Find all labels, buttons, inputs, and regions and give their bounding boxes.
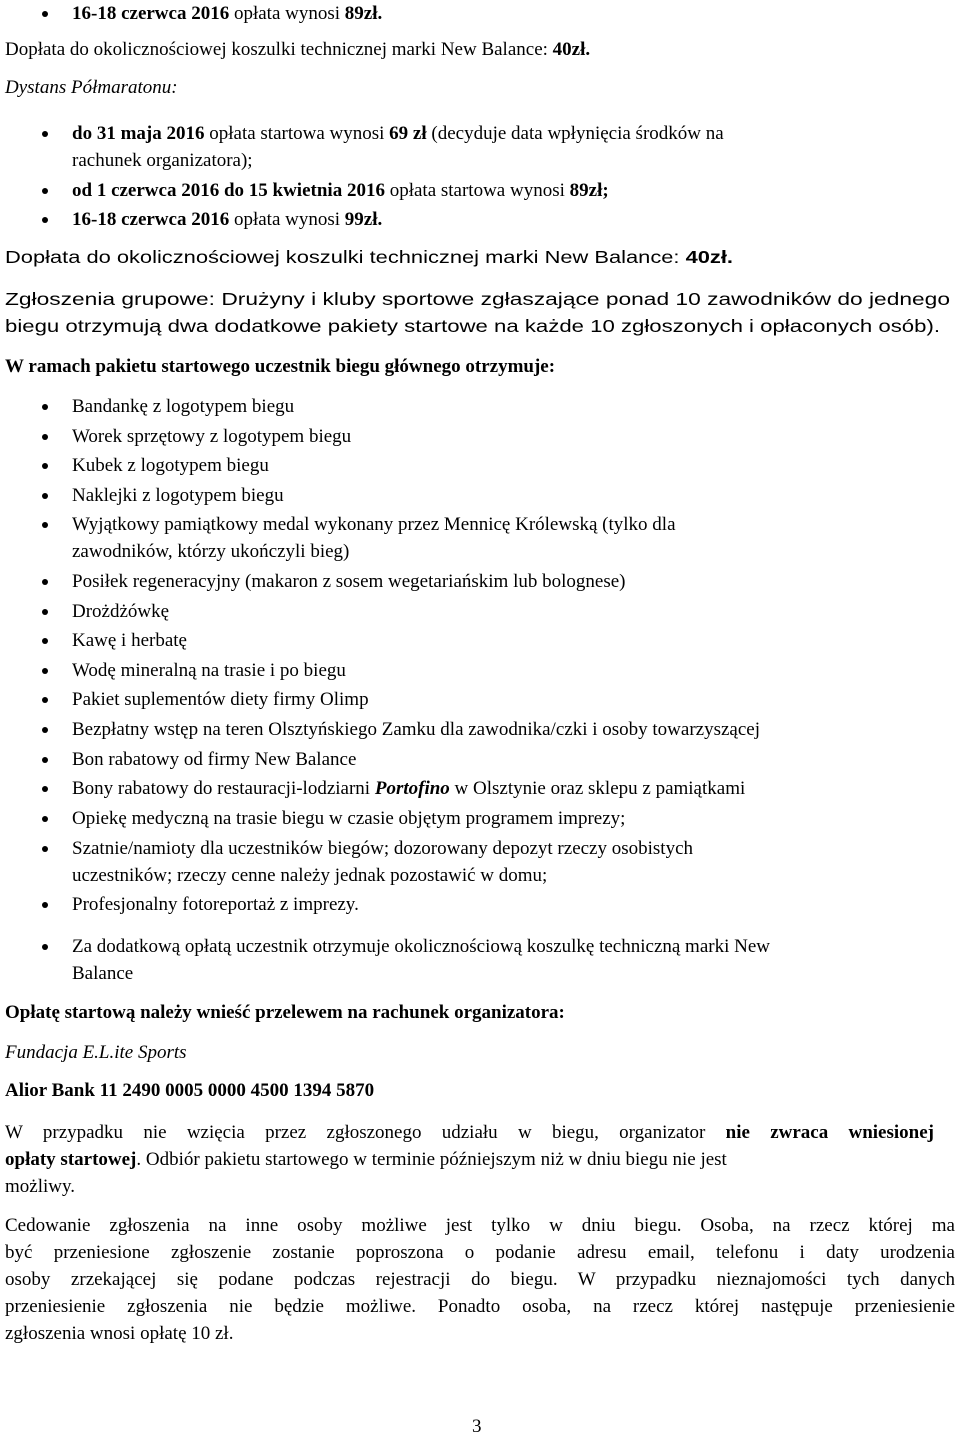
text-line [5, 1268, 955, 1291]
text-line [72, 718, 760, 741]
text-line [72, 893, 359, 916]
text-run: Posiłek regeneracyjny (makaron z sosem wegetariańskim lub bolognese) [72, 571, 626, 592]
bullet-icon [42, 188, 48, 194]
bullet-icon [42, 786, 48, 792]
text-run: W ramach pakietu startowego uczestnik biegu głównego otrzymuje: [5, 356, 556, 377]
text-line [72, 454, 269, 477]
bullet-icon [42, 816, 48, 822]
text-run: Dystans Półmaratonu: [5, 77, 178, 98]
text-run: do 31 maja 2016 [72, 123, 205, 144]
text-line [72, 149, 253, 172]
text-run: 89zł; [569, 180, 609, 201]
text-run: 69 zł [389, 123, 427, 144]
text-run: Opłatę startową należy wnieść przelewem na rachunek organizatora: [5, 1002, 565, 1023]
text-run: opłata startowa wynosi [384, 180, 570, 201]
bullet-icon [42, 697, 48, 703]
text-line-inner [5, 315, 940, 338]
bullet-icon [42, 846, 48, 852]
text-line [5, 1175, 75, 1198]
text-run: opłaty startowej [5, 1149, 137, 1170]
text-line [72, 540, 349, 563]
text-line [72, 208, 382, 231]
text-line [72, 484, 284, 507]
text-line-inner [5, 246, 733, 269]
text-line [72, 935, 770, 958]
text-run: Pakiet suplementów diety firmy Olimp [72, 689, 369, 710]
text-run: od 1 czerwca 2016 do 15 kwietnia 2016 [72, 180, 385, 201]
bullet-icon [42, 463, 48, 469]
text-run: osoby zrzekającej się podane podczas rejestracji do biegu. W przypadku nieznajomości tych danych [5, 1269, 955, 1290]
text-run: Opiekę medyczną na trasie biegu w czasie objętym programem imprezy; [72, 808, 626, 829]
text-run: 89zł. [344, 3, 383, 24]
text-run: Naklejki z logotypem biegu [72, 485, 284, 506]
text-run: Fundacja E.L.ite Sports [5, 1042, 187, 1063]
text-run: Bandankę z logotypem biegu [72, 396, 295, 417]
text-line [72, 425, 351, 448]
text-line [72, 513, 676, 536]
bullet-icon [42, 404, 48, 410]
text-line-inner [5, 288, 950, 311]
bullet-icon [42, 131, 48, 137]
text-run: Kawę i herbatę [72, 630, 187, 651]
text-line [72, 629, 187, 652]
text-line [5, 315, 940, 338]
text-line [72, 395, 294, 418]
text-run: Wyjątkowy pamiątkowy medal wykonany przez Mennicę Królewską (tylko dla [72, 514, 676, 535]
text-line [5, 1121, 934, 1144]
text-run: 16-18 czerwca 2016 [72, 3, 230, 24]
text-line [72, 122, 724, 145]
text-run: zgłoszenia wnosi opłatę 10 zł. [5, 1323, 234, 1344]
text-run: Balance [72, 963, 134, 984]
text-run: uczestników; rzeczy cenne należy jednak pozostawić w domu; [72, 865, 548, 886]
text-line [472, 1415, 482, 1438]
text-run: Za dodatkową opłatą uczestnik otrzymuje okolicznościową koszulkę techniczną marki New [72, 936, 770, 957]
text-line [5, 1148, 727, 1171]
text-line [72, 179, 609, 202]
text-run: Zgłoszenia grupowe: Drużyny i kluby sportowe zgłaszające ponad 10 zawodników do jednego [5, 289, 951, 309]
bullet-icon [42, 434, 48, 440]
bullet-icon [42, 668, 48, 674]
text-run: Bon rabatowy od firmy New Balance [72, 749, 357, 770]
bullet-icon [42, 11, 48, 17]
text-run: rachunek organizatora); [72, 150, 253, 171]
text-run: (decyduje data wpłynięcia środków na [426, 123, 724, 144]
text-run: 40zł. [685, 247, 734, 267]
text-run: Portofino [374, 778, 450, 799]
text-line [5, 288, 951, 311]
text-run: 16-18 czerwca 2016 [72, 209, 230, 230]
text-run: opłata wynosi [229, 209, 345, 230]
bullet-icon [42, 493, 48, 499]
bullet-icon [42, 757, 48, 763]
text-run: w Olsztynie oraz sklepu z pamiątkami [449, 778, 746, 799]
bullet-icon [42, 522, 48, 528]
text-line [5, 355, 555, 378]
text-run: Kubek z logotypem biegu [72, 455, 269, 476]
text-line [72, 837, 693, 860]
text-run: nie zwraca wniesionej [725, 1122, 934, 1143]
text-line [72, 864, 547, 887]
text-line [72, 600, 169, 623]
text-line [5, 38, 590, 61]
text-run: opłata wynosi [229, 3, 345, 24]
bullet-icon [42, 727, 48, 733]
text-run: zawodników, którzy ukończyli bieg) [72, 541, 350, 562]
text-line [5, 1241, 955, 1264]
text-run: Alior Bank 11 2490 0005 0000 4500 1394 5870 [5, 1080, 375, 1101]
text-line [72, 570, 625, 593]
text-run: Bony rabatowy do restauracji-lodziarni [72, 778, 375, 799]
text-run: Bezpłatny wstęp na teren Olsztyńskiego Zamku dla zawodnika/czki i osoby towarzyszącej [72, 719, 760, 740]
bullet-icon [42, 579, 48, 585]
bullet-icon [42, 944, 48, 950]
text-line [5, 1041, 187, 1064]
text-run: Szatnie/namioty dla uczestników biegów; dozorowany depozyt rzeczy osobistych [72, 838, 694, 859]
text-line [5, 1214, 955, 1237]
text-line [72, 777, 745, 800]
text-run: W przypadku nie wzięcia przez zgłoszonego udziału w biegu, organizator [5, 1122, 726, 1143]
bullet-icon [42, 217, 48, 223]
text-run: Dopłata do okolicznościowej koszulki technicznej marki New Balance: [5, 39, 553, 60]
text-run: Wodę mineralną na trasie i po biegu [72, 660, 346, 681]
text-line [5, 76, 178, 99]
text-run: opłata startowa wynosi [204, 123, 390, 144]
text-line [5, 1322, 233, 1345]
text-run: Dopłata do okolicznościowej koszulki technicznej marki New Balance: [5, 247, 686, 267]
text-run: być przeniesione zgłoszenie zostanie poproszona o podanie adresu email, telefonu i daty urodzenia [5, 1242, 955, 1263]
text-line [72, 748, 356, 771]
bullet-icon [42, 609, 48, 615]
text-line [72, 962, 133, 985]
text-run: . Odbiór pakietu startowego w terminie późniejszym niż w dniu biegu nie jest [136, 1149, 727, 1170]
text-line [72, 2, 382, 25]
text-line [5, 1079, 374, 1102]
text-line [72, 688, 369, 711]
bullet-icon [42, 902, 48, 908]
text-run: możliwy. [5, 1176, 76, 1197]
text-run: 40zł. [552, 39, 591, 60]
text-run: Worek sprzętowy z logotypem biegu [72, 426, 352, 447]
text-run: Drożdżówkę [72, 601, 170, 622]
text-run: biegu otrzymują dwa dodatkowe pakiety startowe na każde 10 zgłoszonych i opłaconych osób). [5, 316, 940, 336]
text-run: Profesjonalny fotoreportaż z imprezy. [72, 894, 359, 915]
text-run: Cedowanie zgłoszenia na inne osoby możliwe jest tylko w dniu biegu. Osoba, na rzecz której ma [5, 1215, 955, 1236]
text-line [5, 246, 734, 269]
bullet-icon [42, 638, 48, 644]
text-run: 99zł. [344, 209, 383, 230]
text-line [72, 807, 625, 830]
text-run: przeniesienie zgłoszenia nie będzie możliwe. Ponadto osoba, na rzecz której następuje przeniesienie [5, 1296, 955, 1317]
text-line [5, 1295, 955, 1318]
text-line [72, 659, 346, 682]
text-line [5, 1001, 565, 1024]
text-run: 3 [472, 1416, 482, 1437]
